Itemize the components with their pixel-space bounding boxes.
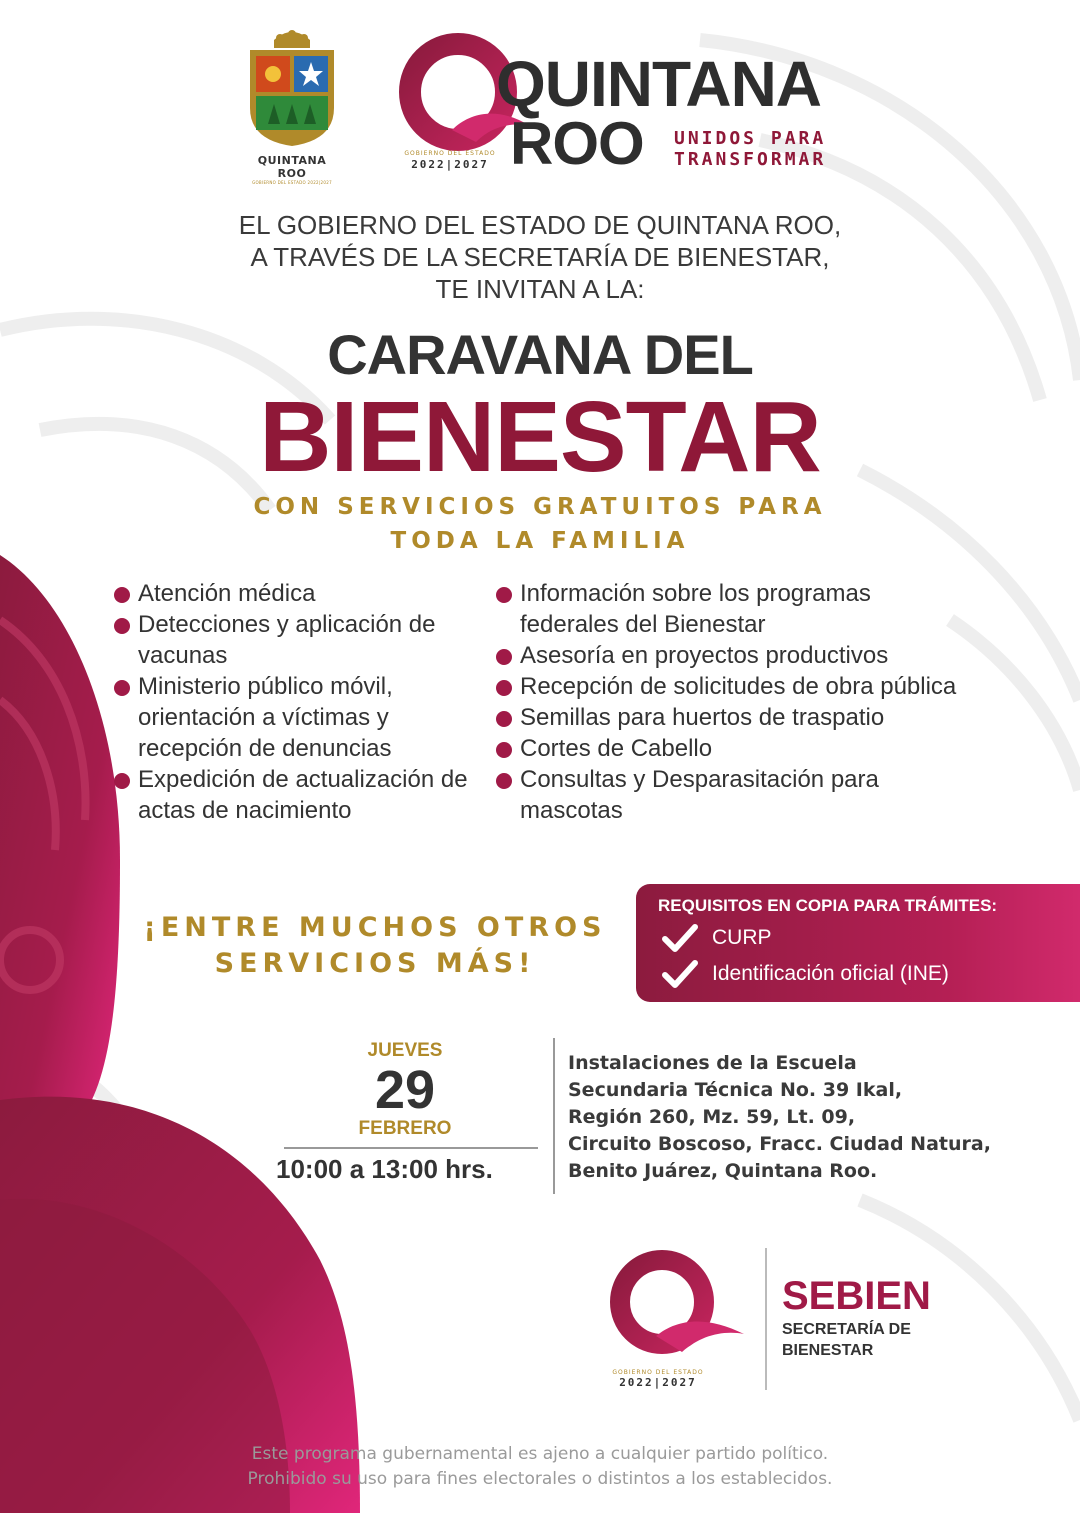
service-item: [114, 671, 469, 764]
coat-of-arms-icon: [244, 28, 340, 146]
requirements-title: REQUISITOS EN COPIA PARA TRÁMITES:: [658, 896, 998, 915]
service-text: Recepción de solicitudes de obra pública: [520, 673, 957, 700]
bullet-icon: [496, 711, 512, 727]
state-coat-of-arms: [244, 28, 340, 185]
more-line1: ¡ENTRE MUCHOS OTROS: [143, 912, 607, 943]
footer-gov-label: GOBIERNO DEL ESTADO: [612, 1369, 704, 1376]
event-day: 29: [374, 1060, 436, 1120]
requirement-item: [662, 924, 772, 952]
title-line1: CARAVANA DEL: [327, 323, 753, 386]
service-text: Detecciones y aplicación de vacunas: [138, 611, 436, 669]
event-month: FEBRERO: [358, 1118, 452, 1139]
footer-gov-years: 2022|2027: [619, 1376, 697, 1389]
address-line: Región 260, Mz. 59, Lt. 09,: [568, 1106, 856, 1128]
q-logo-icon: [598, 1250, 748, 1365]
more-line2: SERVICIOS MÁS!: [214, 948, 536, 979]
bullet-icon: [496, 649, 512, 665]
intro-line3: TE INVITAN A LA:: [435, 274, 645, 304]
service-text: Cortes de Cabello: [520, 735, 713, 762]
slogan-line2: TRANSFORMAR: [674, 149, 827, 170]
brand-line2: ROO: [510, 110, 644, 177]
service-item: [496, 671, 971, 702]
subtitle-line2: TODA LA FAMILIA: [390, 528, 690, 554]
service-item: [114, 609, 469, 671]
gov-label: GOBIERNO DEL ESTADO: [404, 150, 496, 157]
service-item: [496, 640, 971, 671]
footer-logo: [598, 1250, 748, 1400]
event-hours: 10:00 a 13:00 hrs.: [276, 1154, 493, 1184]
address-line: Instalaciones de la Escuela: [568, 1052, 857, 1074]
service-item: [496, 733, 971, 764]
service-item: [496, 764, 971, 826]
footer-divider: [765, 1248, 767, 1390]
vertical-divider: [553, 1038, 555, 1194]
state-logo-sub: GOBIERNO DEL ESTADO 2022|2027: [252, 180, 332, 185]
bullet-icon: [496, 742, 512, 758]
brand-line1: QUINTANA: [496, 48, 821, 120]
requirement-text: Identificación oficial (INE): [712, 962, 949, 985]
service-item: [496, 702, 971, 733]
intro-line2: A TRAVÉS DE LA SECRETARÍA DE BIENESTAR,: [250, 242, 830, 272]
address-line: Circuito Boscoso, Fracc. Ciudad Natura,: [568, 1133, 991, 1155]
requirement-text: CURP: [712, 926, 772, 949]
disclaimer-line1: Este programa gubernamental es ajeno a cualquier partido político.: [251, 1444, 829, 1464]
requirement-item: [662, 960, 949, 988]
bullet-icon: [496, 680, 512, 696]
service-text: Atención médica: [138, 580, 316, 607]
service-text: Información sobre los programas federales del Bienestar: [520, 580, 871, 638]
org-line1: SECRETARÍA DE: [782, 1321, 911, 1338]
disclaimer-line2: Prohibido su uso para fines electorales o distintos a los establecidos.: [247, 1469, 833, 1489]
bullet-icon: [114, 587, 130, 603]
bullet-icon: [496, 587, 512, 603]
services-right-list: [496, 578, 971, 826]
bullet-icon: [114, 680, 130, 696]
requirements-box: [636, 884, 1080, 1002]
bullet-icon: [496, 773, 512, 789]
date-divider: [284, 1147, 538, 1149]
service-item: [496, 578, 971, 640]
event-weekday: JUEVES: [367, 1040, 443, 1061]
bullet-icon: [114, 773, 130, 789]
brand-logo: [392, 30, 842, 180]
org-line2: BIENESTAR: [782, 1342, 874, 1359]
more-services: [110, 910, 640, 982]
intro-line1: EL GOBIERNO DEL ESTADO DE QUINTANA ROO,: [238, 210, 842, 240]
check-icon: [662, 924, 698, 952]
address-line: Benito Juárez, Quintana Roo.: [568, 1160, 878, 1182]
service-text: Semillas para huertos de traspatio: [520, 704, 885, 731]
check-icon: [662, 960, 698, 988]
slogan-line1: UNIDOS PARA: [674, 128, 827, 149]
title-line2: BIENESTAR: [259, 381, 821, 493]
state-logo-label: QUINTANA ROO: [257, 154, 327, 180]
service-text: Asesoría en proyectos productivos: [520, 642, 889, 669]
service-text: Expedición de actualización de actas de nacimiento: [138, 766, 468, 824]
gov-years: 2022|2027: [411, 158, 489, 171]
org-name: SEBIEN: [782, 1274, 931, 1318]
address-line: Secundaria Técnica No. 39 Ikal,: [568, 1079, 903, 1101]
service-item: [114, 578, 469, 609]
service-text: Ministerio público móvil, orientación a víctimas y recepción de denuncias: [138, 673, 393, 762]
event-address: [568, 1050, 1048, 1185]
subtitle-line1: CON SERVICIOS GRATUITOS PARA: [253, 494, 827, 520]
service-item: [114, 764, 469, 826]
service-text: Consultas y Desparasitación para mascotas: [520, 766, 879, 824]
bullet-icon: [114, 618, 130, 634]
services-left-list: [114, 578, 469, 826]
